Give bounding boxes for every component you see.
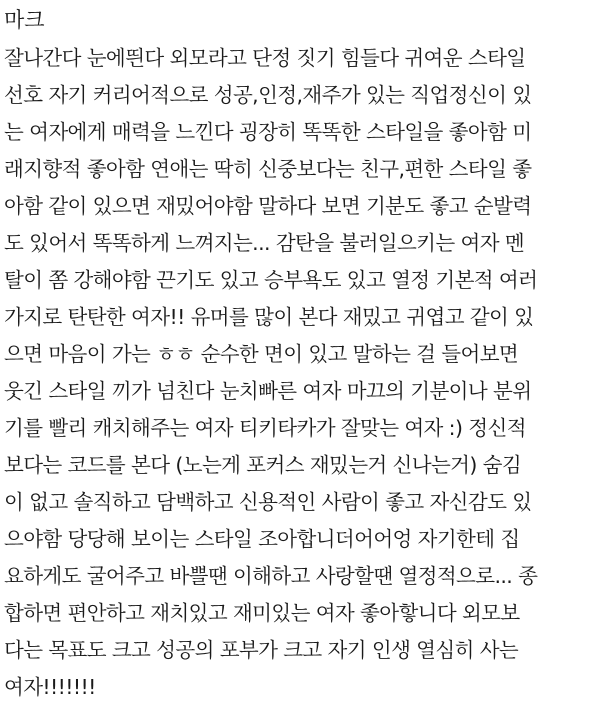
text-line: 선호 자기 커리어적으로 성공,인정,재주가 있는 직업정신이 있 [4,83,532,107]
text-line: 래지향적 좋아함 연애는 딱히 신중보다는 친구,편한 스타일 좋 [4,157,532,181]
text-line: 도 있어서 똑똑하게 느껴지는... 감탄을 불러일으키는 여자 멘 [4,231,525,255]
text-line: 는 여자에게 매력을 느낀다 굉장히 똑똑한 스타일을 좋아함 미 [4,120,532,144]
text-line: 다는 목표도 크고 성공의 포부가 크고 자기 인생 열심히 사는 [4,638,519,662]
text-line: 보다는 코드를 본다 (노는게 포커스 재밌는거 신나는거) 숨김 [4,453,522,477]
text-line: 으면 마음이 가는 ㅎㅎ 순수한 면이 있고 말하는 걸 들어보면 [4,342,519,366]
text-line: 여자!!!!!!! [4,675,96,699]
post-body [4,0,607,706]
text-line: 기를 빨리 캐치해주는 여자 티키타카가 잘맞는 여자 :) 정신적 [4,416,526,440]
text-line: 웃긴 스타일 끼가 넘친다 눈치빠른 여자 마끄의 기분이나 분위 [4,379,532,403]
text-line: 요하게도 굴어주고 바쁠땐 이해하고 사랑할땐 열정적으로... 종 [4,564,538,588]
text-line: 이 없고 솔직하고 담백하고 신용적인 사람이 좋고 자신감도 있 [4,490,532,514]
text-line: 으야함 당당해 보이는 스타일 조아합니더어어엉 자기한테 집 [4,527,520,551]
text-line: 탈이 쫌 강해야함 끈기도 있고 승부욕도 있고 열정 기본적 여러 [4,268,538,292]
text-line: 가지로 탄탄한 여자!! 유머를 많이 본다 재밌고 귀엽고 같이 있 [4,305,534,329]
post-title: 마크 [4,8,45,32]
text-line: 아함 같이 있으면 재밌어야함 말하다 보면 기분도 좋고 순발력 [4,194,532,218]
text-line: 합하면 편안하고 재치있고 재미있는 여자 좋아핳니다 외모보 [4,601,520,625]
text-line: 잘나간다 눈에띈다 외모라고 단정 짓기 힘들다 귀여운 스타일 [4,46,526,70]
